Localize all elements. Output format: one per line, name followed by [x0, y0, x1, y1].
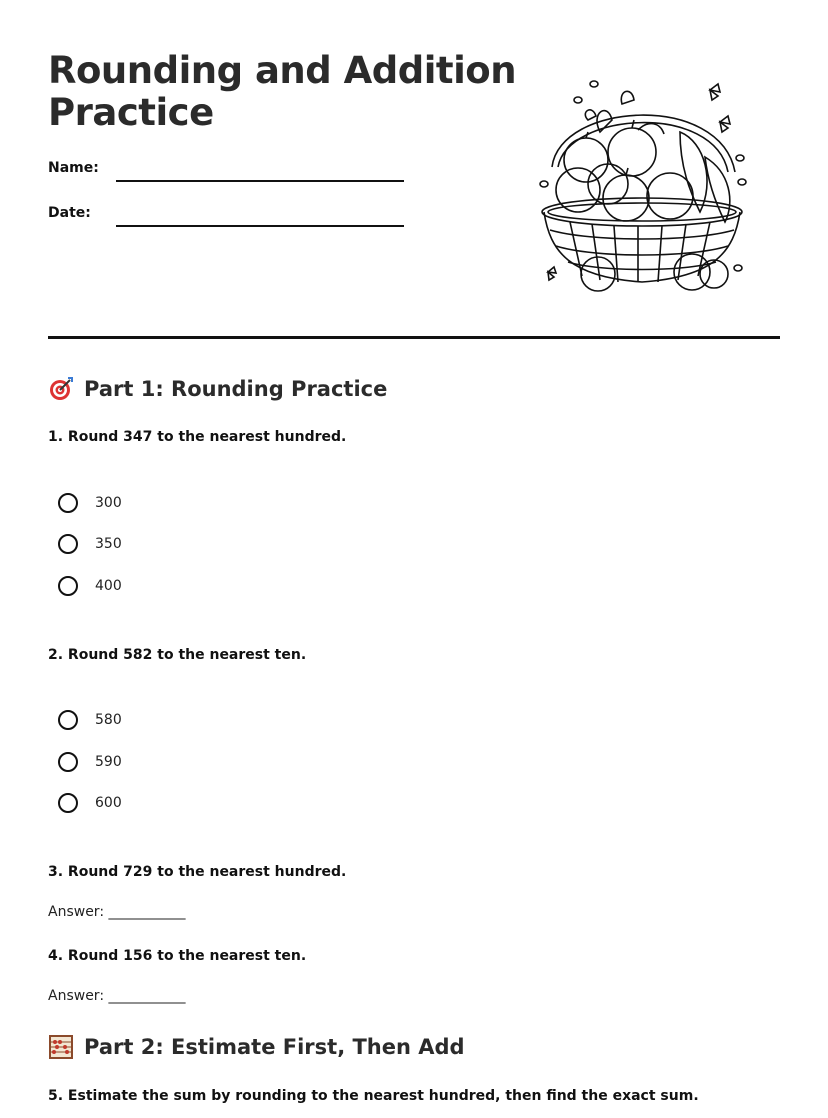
q2-option-2[interactable]: [58, 752, 122, 772]
section-divider: [48, 336, 780, 339]
date-field[interactable]: [116, 225, 404, 227]
question-4: 4. Round 156 to the nearest ten.: [48, 948, 307, 964]
dart-target-icon: [48, 376, 74, 402]
page-title: Rounding and Addition Practice: [48, 49, 517, 134]
radio-button[interactable]: [58, 493, 78, 513]
question-5: 5. Estimate the sum by rounding to the nearest hundred, then find the exact sum.: [48, 1088, 699, 1104]
answer-line[interactable]: Answer: ___________: [48, 904, 186, 920]
radio-button[interactable]: [58, 534, 78, 554]
fruit-basket-illustration: [530, 72, 758, 302]
question-1: 1. Round 347 to the nearest hundred.: [48, 429, 347, 445]
q2-option-1[interactable]: [58, 710, 122, 730]
radio-button[interactable]: [58, 710, 78, 730]
option-label: 580: [95, 712, 122, 728]
q1-option-1[interactable]: [58, 493, 122, 513]
name-label: Name:: [48, 160, 99, 176]
q2-option-3[interactable]: [58, 793, 122, 813]
question-3: 3. Round 729 to the nearest hundred.: [48, 864, 347, 880]
part1-title: Part 1: Rounding Practice: [84, 377, 388, 401]
part2-heading: [48, 1034, 465, 1060]
option-label: 400: [95, 578, 122, 594]
option-label: 600: [95, 795, 122, 811]
part1-heading: [48, 376, 387, 402]
answer-line[interactable]: Answer: ___________: [48, 988, 186, 1004]
option-label: 300: [95, 495, 122, 511]
name-field[interactable]: [116, 180, 404, 182]
part2-title: Part 2: Estimate First, Then Add: [84, 1035, 465, 1059]
date-label: Date:: [48, 205, 91, 221]
option-label: 590: [95, 754, 122, 770]
radio-button[interactable]: [58, 793, 78, 813]
option-label: 350: [95, 536, 122, 552]
question-2: 2. Round 582 to the nearest ten.: [48, 647, 307, 663]
q1-option-2[interactable]: [58, 534, 122, 554]
abacus-icon: [48, 1034, 74, 1060]
radio-button[interactable]: [58, 576, 78, 596]
radio-button[interactable]: [58, 752, 78, 772]
q1-option-3[interactable]: [58, 576, 122, 596]
